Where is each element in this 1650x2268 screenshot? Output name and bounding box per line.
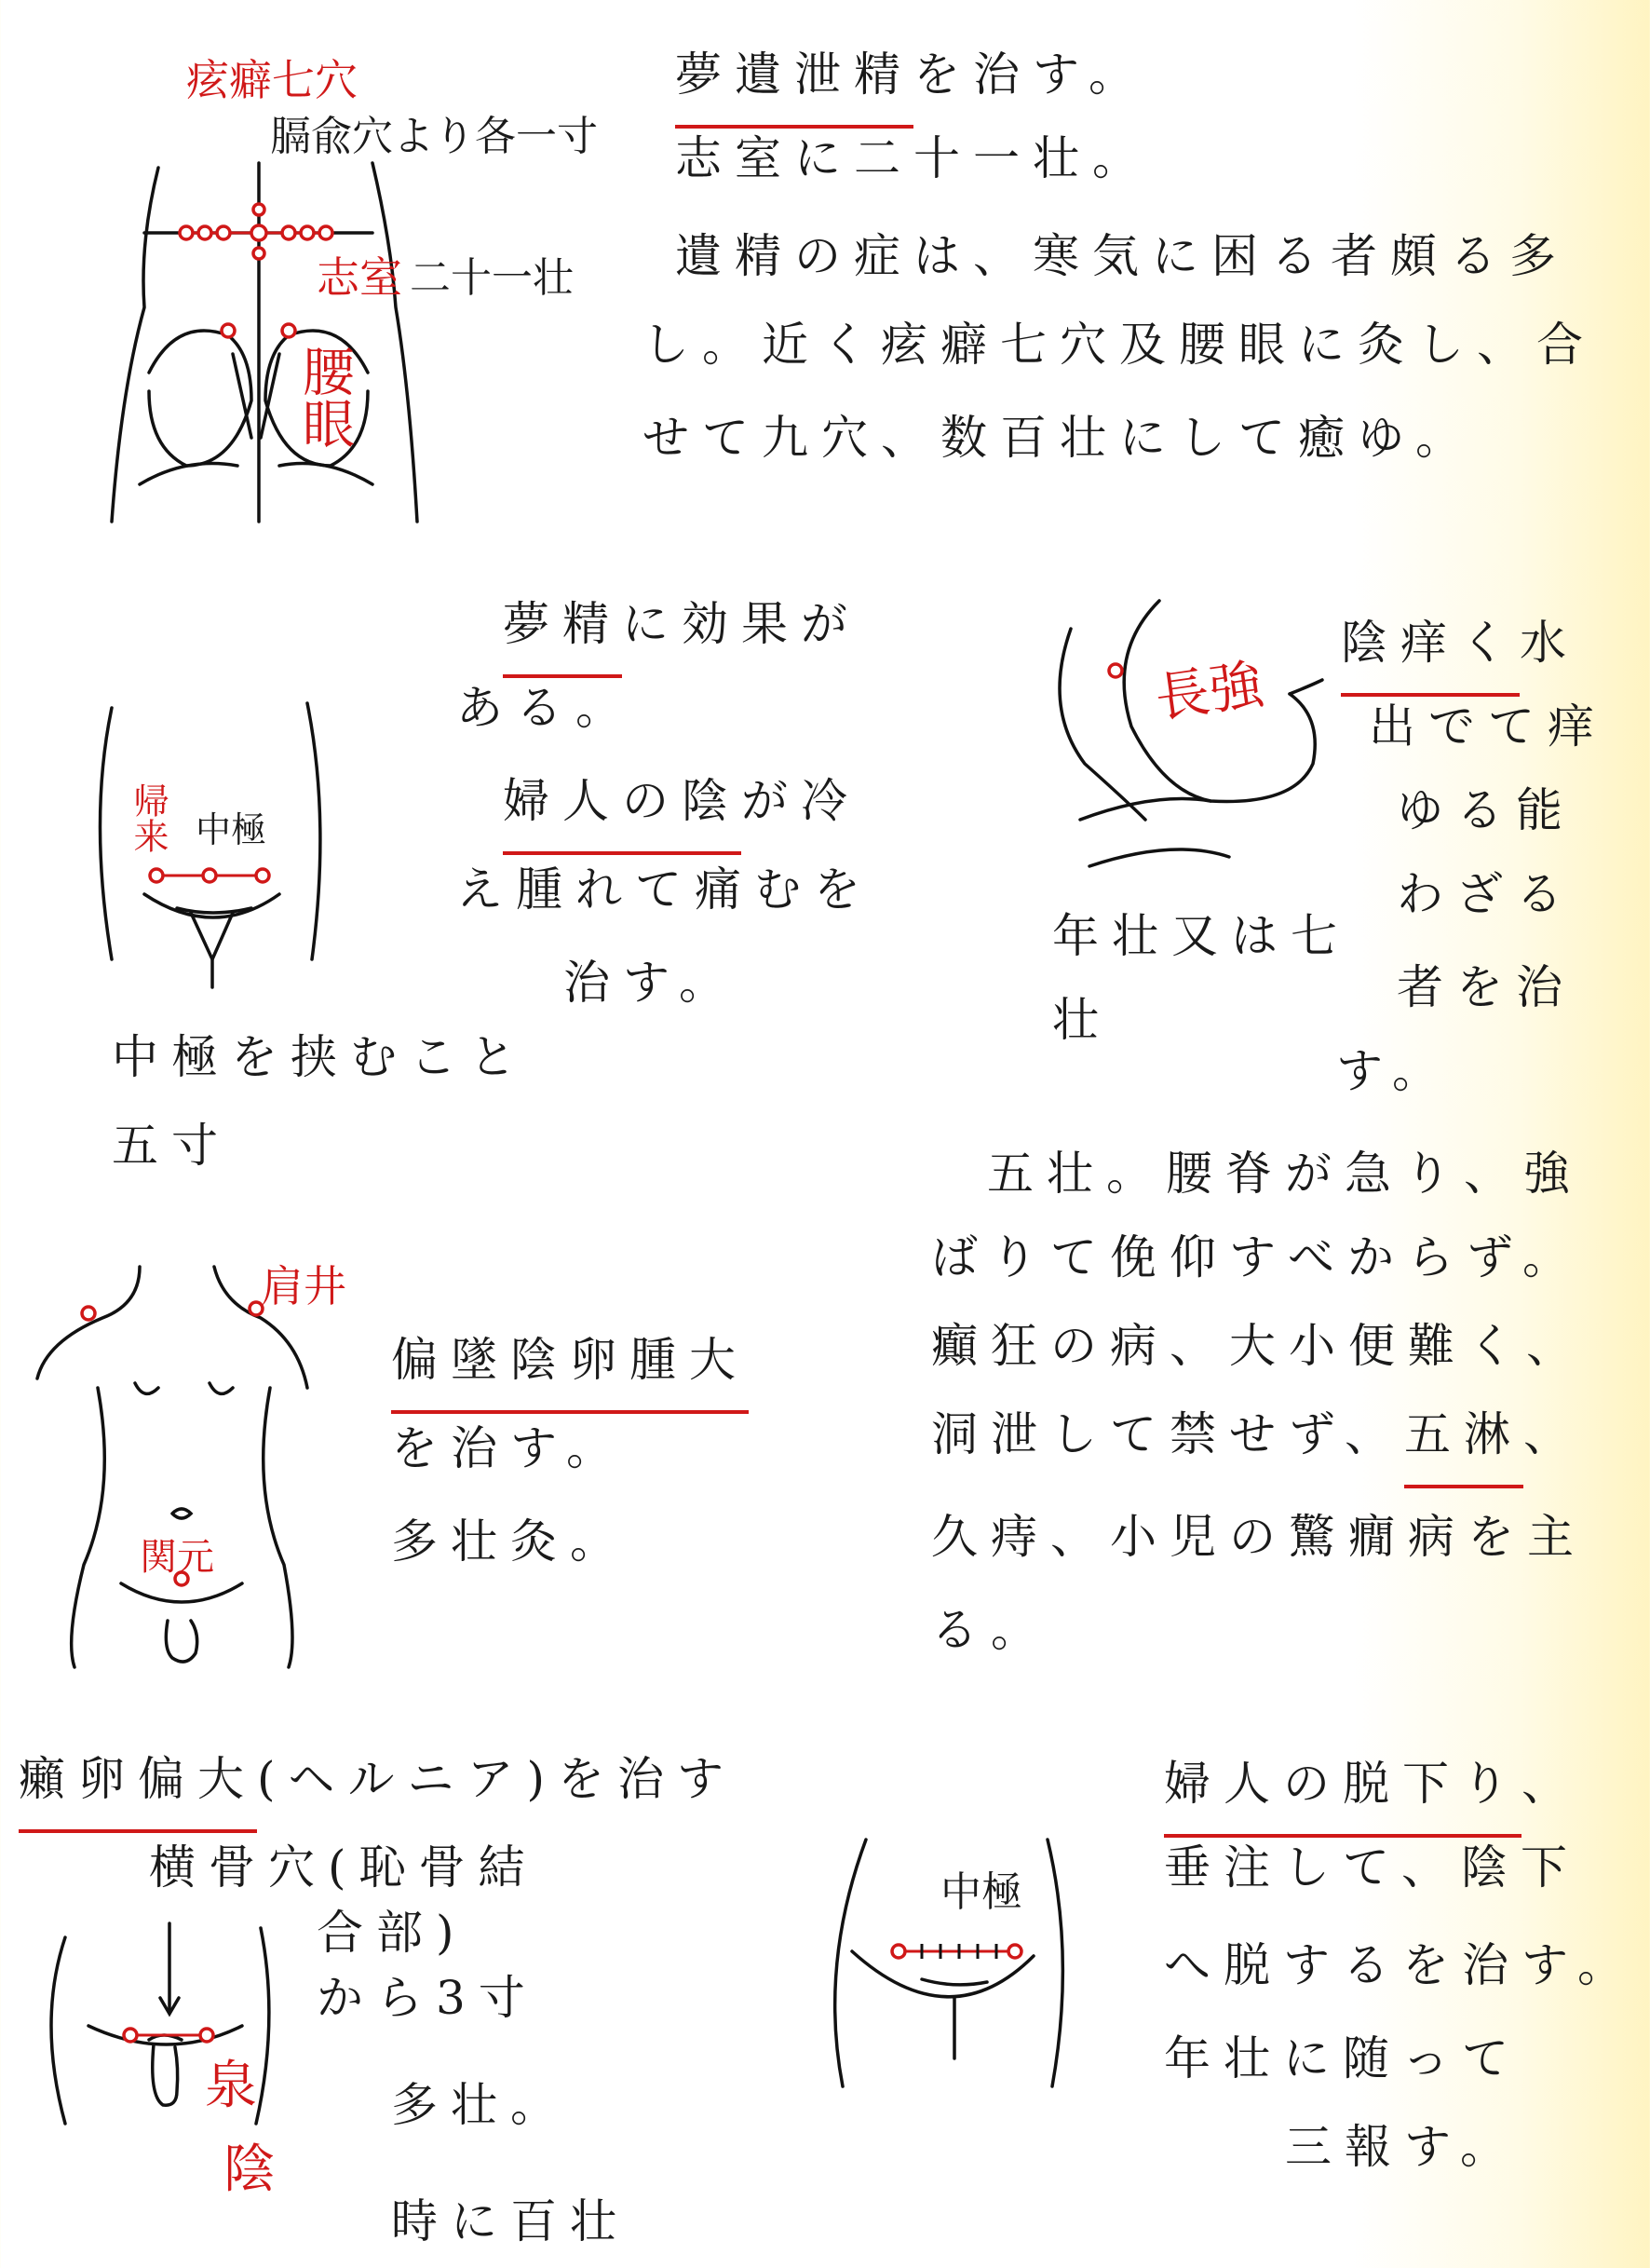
text-line: え腫れて痛むを [456, 862, 873, 917]
label-nijuuissou: 二十一壮 [410, 254, 574, 302]
title-musei: 夢精 [503, 577, 622, 678]
title-tail: が冷 [741, 774, 860, 828]
text-line: 時に百壮 [391, 2194, 629, 2248]
datsuge-left-point [892, 1945, 905, 1958]
label-kensei: 肩井 [261, 1261, 346, 1311]
label-choukyou: 長強 [1151, 652, 1267, 730]
text-line: ゆる能 [1397, 783, 1576, 837]
text-line: 治す。 [563, 956, 738, 1010]
text-line: 者を治 [1397, 960, 1576, 1014]
text-line: 久痔、小児の驚癇病を主 [931, 1510, 1587, 1564]
text-line: わざる [1397, 867, 1576, 921]
title-tail: に効果が [622, 597, 860, 651]
label-chuukyoku: 中極 [196, 809, 267, 850]
text-line: を治す。 [391, 1421, 626, 1475]
label-kangen: 関元 [140, 1536, 214, 1579]
text-line: 洞泄して禁せず、 [931, 1407, 1404, 1461]
title-tail: を治す。 [913, 48, 1148, 102]
note-line: 年壮又は七 [1052, 909, 1350, 963]
text-line: す。 [1336, 1044, 1452, 1098]
text-line: 、 [1523, 1407, 1583, 1461]
label-shishitsu: 志室 [317, 252, 402, 303]
label-chuukyoku-2: 中極 [940, 1868, 1022, 1916]
title-tail: 、 [1522, 1757, 1581, 1811]
label-kirai: 帰来 [128, 782, 169, 853]
text-line: 癲狂の病、大小便難く、 [931, 1319, 1586, 1373]
note-line: 壮 [1052, 993, 1112, 1047]
text-line: ある。 [456, 681, 635, 735]
text-line: る。 [931, 1603, 1050, 1657]
title-hentsui: 偏墜陰卵腫大 [391, 1313, 749, 1414]
text-line: から3寸 [317, 1971, 538, 2025]
label-izumi: 泉 [205, 2056, 257, 2116]
title-datsuge: 婦人の脱下り [1164, 1737, 1522, 1838]
figure-label-kempeki: 痃癖七穴 [186, 55, 358, 105]
text-line: 多壮灸。 [391, 1514, 629, 1569]
text-line: 垂注して、陰下 [1164, 1840, 1580, 1895]
title-fujin-no-in: 婦人の陰 [503, 754, 741, 855]
figure-note-kakuyu: 膈兪穴より各一寸 [270, 113, 598, 160]
label-yougan: 腰眼 [294, 345, 355, 449]
text-line: へ脱するを治す。 [1164, 1938, 1637, 1992]
title-gorin: 五淋 [1404, 1388, 1523, 1488]
title-tail: (ヘルニア)を治す [257, 1752, 737, 1806]
label-in: 陰 [223, 2139, 276, 2200]
title-tail: 水 [1520, 616, 1579, 670]
text-line: 多壮。 [391, 2078, 570, 2132]
datsuge-right-point [1008, 1945, 1021, 1958]
text-line: 横骨穴(恥骨結 [149, 1840, 538, 1895]
text-line: 年壮に随って [1164, 2031, 1522, 2085]
text-line: せて九穴、数百壮にして癒ゆ。 [642, 411, 1475, 465]
text-line: 遺精の症は、寒気に困る者頗る多 [675, 229, 1569, 283]
note-line: 五寸 [112, 1119, 231, 1173]
title-hernia: 癩卵偏大 [19, 1732, 257, 1833]
text-line: 出でて痒 [1369, 699, 1607, 754]
title-inyou: 陰痒く [1341, 596, 1520, 697]
title-muisessei: 夢遺泄精 [675, 28, 913, 129]
text-line: 志室に二十一壮。 [675, 131, 1152, 185]
text-line: 五壮。腰脊が急り、強 [987, 1147, 1583, 1201]
note-line: 中極を挟むこと [112, 1030, 529, 1084]
text-line: 三報す。 [1285, 2120, 1520, 2174]
text-line: 合部) [317, 1906, 467, 1960]
text-line: し。近く痃癖七穴及腰眼に灸し、合 [642, 318, 1596, 372]
text-line: ばりて俛仰すべからず。 [931, 1230, 1582, 1284]
